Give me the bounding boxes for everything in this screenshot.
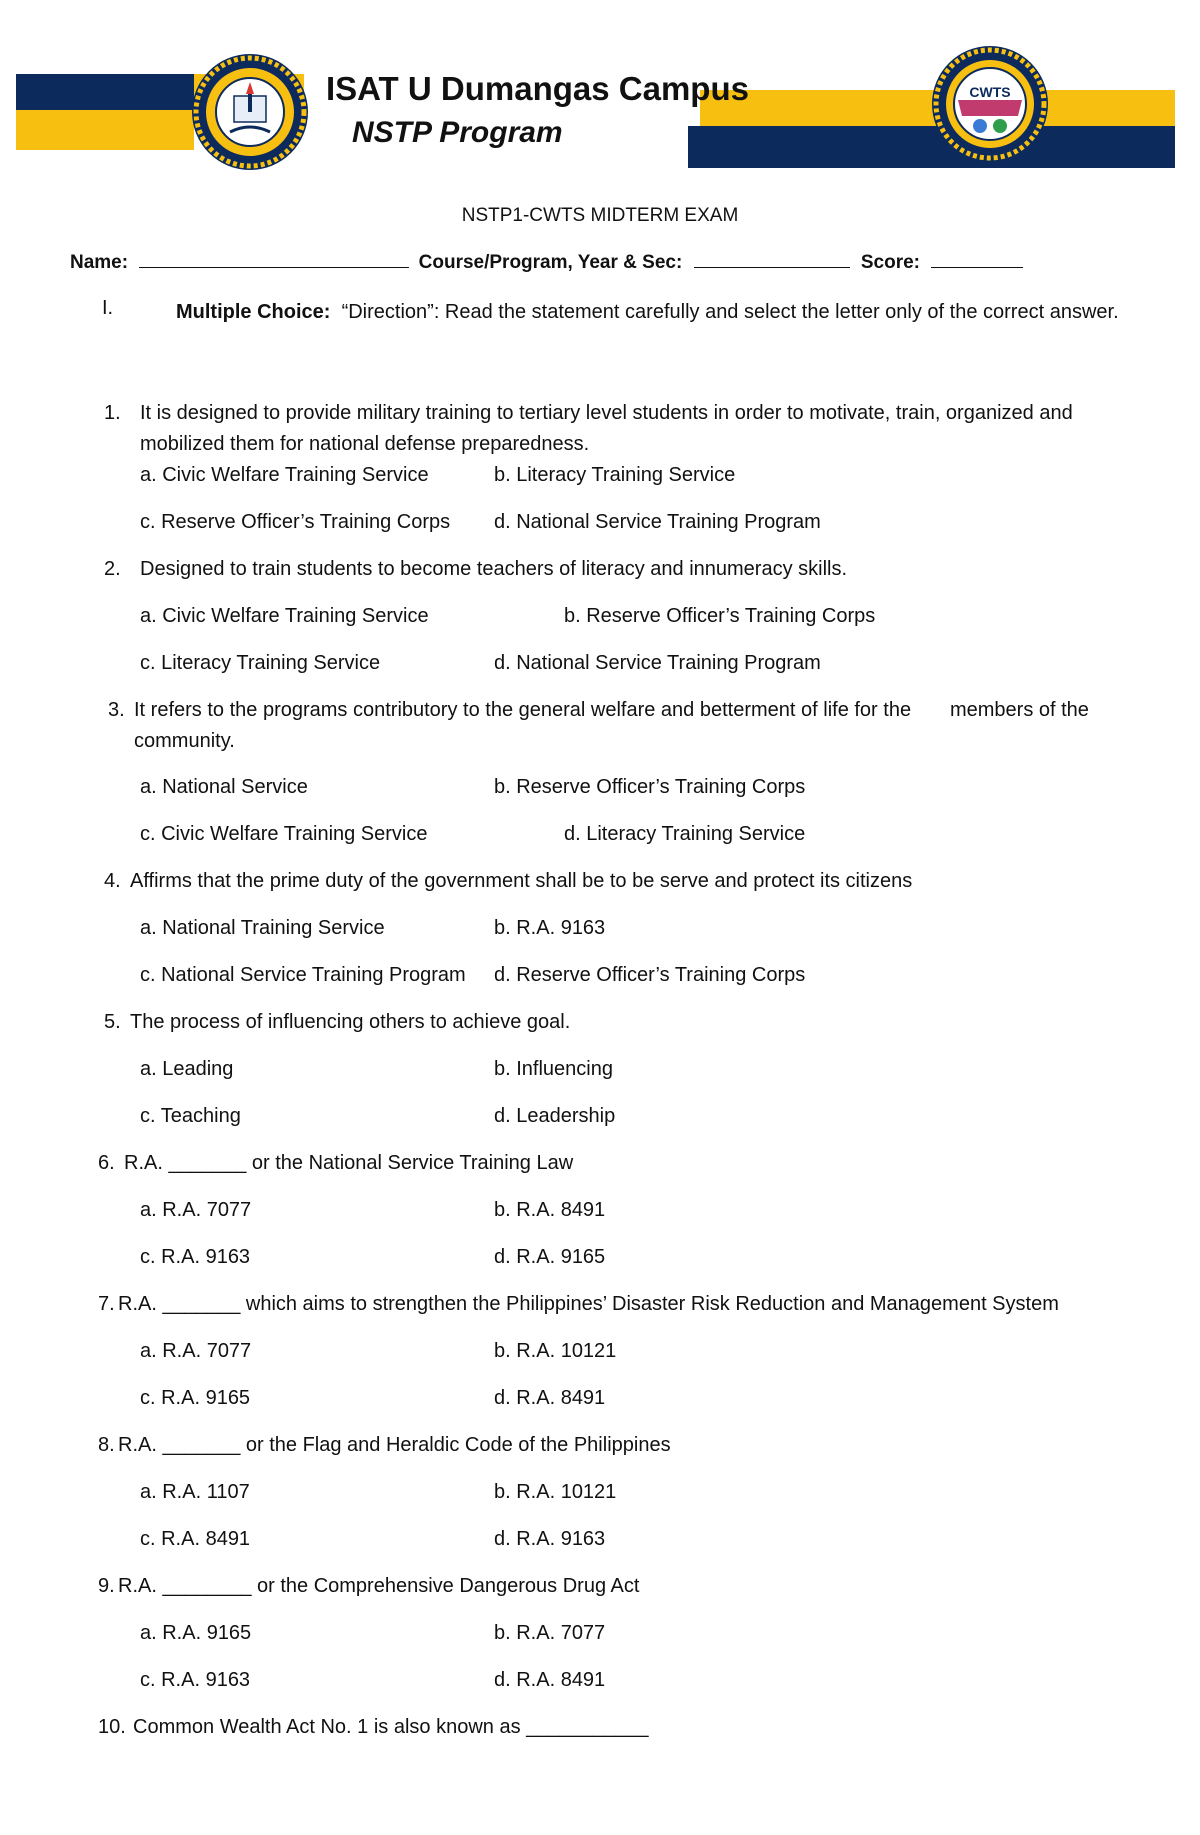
question-number: 4. <box>104 870 121 892</box>
option-d[interactable]: d. National Service Training Program <box>494 511 821 533</box>
option-a[interactable]: a. R.A. 1107 <box>140 1481 250 1503</box>
option-b[interactable]: b. R.A. 10121 <box>494 1340 617 1362</box>
option-c[interactable]: c. R.A. 9163 <box>140 1669 251 1691</box>
question-text: It is designed to provide military training to tertiary level students in order to motivate, train, organized and mobilized them for national defense preparedness. <box>140 402 1073 455</box>
score-label: Score: <box>860 252 920 273</box>
option-d[interactable]: d. Literacy Training Service <box>564 823 806 845</box>
question-text: The process of influencing others to achieve goal. <box>130 1011 571 1033</box>
option-a[interactable]: a. Leading <box>140 1058 234 1080</box>
option-d[interactable]: d. R.A. 9165 <box>494 1246 606 1268</box>
option-b[interactable]: b. Literacy Training Service <box>494 464 736 486</box>
student-info-line <box>70 251 1023 274</box>
option-d[interactable]: d. R.A. 8491 <box>494 1669 606 1691</box>
option-a[interactable]: a. R.A. 7077 <box>140 1199 252 1221</box>
section-heading: Multiple Choice: <box>176 301 331 323</box>
question-number: 9. <box>98 1575 115 1597</box>
question-text: Affirms that the prime duty of the government shall be to be serve and protect its citizens <box>130 870 913 892</box>
section-direction: “Direction”: Read the statement carefully and select the letter only of the correct answer. <box>341 301 1119 323</box>
option-a[interactable]: a. Civic Welfare Training Service <box>140 605 429 627</box>
cwts-seal-text: CWTS <box>969 84 1011 100</box>
question-text: R.A. _______ or the National Service Training Law <box>124 1152 574 1174</box>
option-c[interactable]: c. Literacy Training Service <box>140 652 381 674</box>
question-number: 2. <box>104 558 121 580</box>
option-b[interactable]: b. Reserve Officer’s Training Corps <box>494 776 806 798</box>
program-title: NSTP Program <box>352 116 563 149</box>
option-b[interactable]: b. Influencing <box>494 1058 613 1080</box>
header-bar-navy-left <box>16 74 194 110</box>
question-number: 6. <box>98 1152 115 1174</box>
option-c[interactable]: c. R.A. 9163 <box>140 1246 251 1268</box>
question-text: Common Wealth Act No. 1 is also known as ___________ <box>133 1716 649 1738</box>
option-b[interactable]: b. R.A. 7077 <box>494 1622 606 1644</box>
option-b[interactable]: b. Reserve Officer’s Training Corps <box>564 605 876 627</box>
question-text: R.A. ________ or the Comprehensive Dangerous Drug Act <box>118 1575 640 1597</box>
option-c[interactable]: c. R.A. 9165 <box>140 1387 251 1409</box>
section-number: I. <box>102 297 114 319</box>
option-c[interactable]: c. National Service Training Program <box>140 964 466 986</box>
question-number: 8. <box>98 1434 115 1456</box>
option-b[interactable]: b. R.A. 8491 <box>494 1199 606 1221</box>
option-a[interactable]: a. National Service <box>140 776 308 798</box>
question-number: 7. <box>98 1293 115 1315</box>
option-a[interactable]: a. Civic Welfare Training Service <box>140 464 429 486</box>
cwts-seal-icon <box>930 44 1050 164</box>
question-text: R.A. _______ or the Flag and Heraldic Code of the Philippines <box>118 1434 671 1456</box>
question-text: Designed to train students to become teachers of literacy and innumeracy skills. <box>140 558 848 580</box>
score-blank[interactable] <box>931 251 1023 268</box>
option-b[interactable]: b. R.A. 9163 <box>494 917 606 939</box>
option-a[interactable]: a. National Training Service <box>140 917 385 939</box>
course-blank[interactable] <box>694 251 850 268</box>
question-number: 1. <box>104 402 121 424</box>
name-label: Name: <box>70 252 129 273</box>
question-text: R.A. _______ which aims to strengthen the Philippines’ Disaster Risk Reduction and Management System <box>118 1293 1059 1315</box>
option-c[interactable]: c. Reserve Officer’s Training Corps <box>140 511 451 533</box>
option-a[interactable]: a. R.A. 7077 <box>140 1340 252 1362</box>
isat-u-seal-icon <box>190 52 310 172</box>
option-d[interactable]: d. Leadership <box>494 1105 616 1127</box>
exam-title: NSTP1-CWTS MIDTERM EXAM <box>461 205 739 226</box>
option-d[interactable]: d. R.A. 8491 <box>494 1387 606 1409</box>
option-d[interactable]: d. R.A. 9163 <box>494 1528 606 1550</box>
option-d[interactable]: d. Reserve Officer’s Training Corps <box>494 964 806 986</box>
option-a[interactable]: a. R.A. 9165 <box>140 1622 252 1644</box>
option-d[interactable]: d. National Service Training Program <box>494 652 821 674</box>
option-c[interactable]: c. R.A. 8491 <box>140 1528 251 1550</box>
campus-title: ISAT U Dumangas Campus <box>326 70 749 107</box>
option-b[interactable]: b. R.A. 10121 <box>494 1481 617 1503</box>
question-number: 5. <box>104 1011 121 1033</box>
section-instruction <box>176 297 1146 328</box>
question-number: 10. <box>98 1716 126 1738</box>
header-bar-gold-left <box>16 110 194 150</box>
question-text: It refers to the programs contributory to the general welfare and betterment of life for the members of the community. <box>134 699 1095 752</box>
question-number: 3. <box>108 699 125 721</box>
option-c[interactable]: c. Teaching <box>140 1105 241 1127</box>
name-blank[interactable] <box>139 251 409 268</box>
course-label: Course/Program, Year & Sec: <box>418 252 683 273</box>
option-c[interactable]: c. Civic Welfare Training Service <box>140 823 428 845</box>
